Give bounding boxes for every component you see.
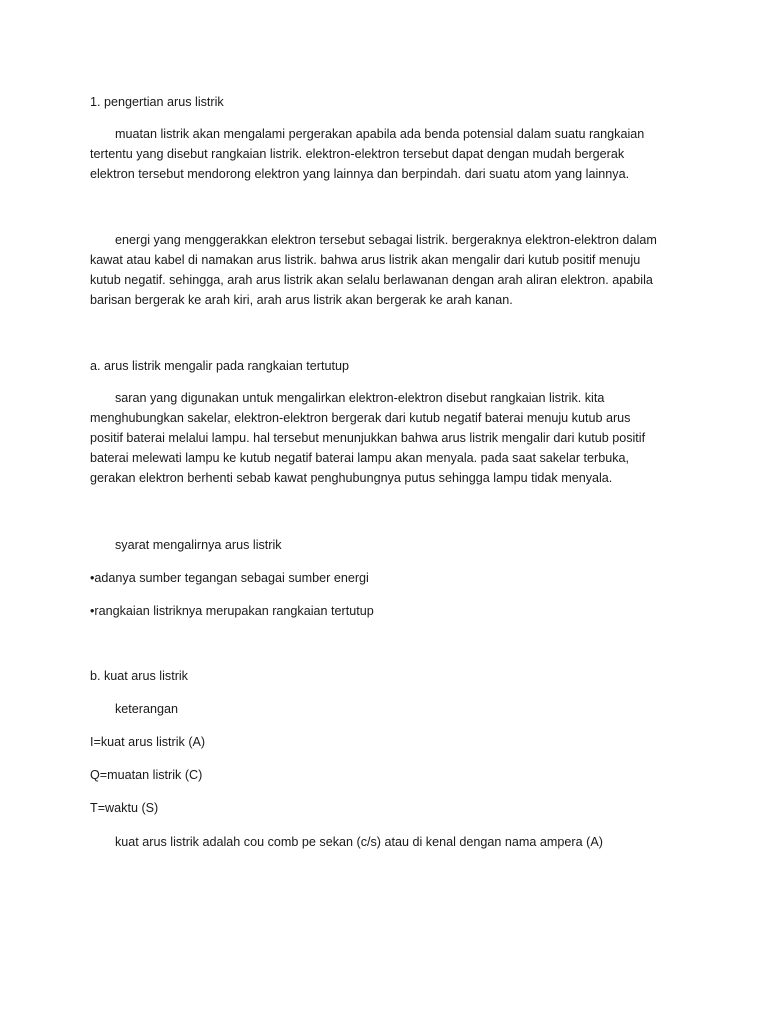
paragraph-line: elektron tersebut mendorong elektron yang lainnya dan berpindah. dari suatu atom yang lainnya.: [90, 167, 630, 181]
definition-charge: Q=muatan listrik (C): [90, 768, 203, 782]
paragraph-ampere: kuat arus listrik adalah cou comb pe sekan (c/s) atau di kenal dengan nama ampera (A): [115, 835, 603, 849]
paragraph-line: energi yang menggerakkan elektron tersebut sebagai listrik. bergeraknya elektron-elektron dalam: [115, 233, 657, 247]
paragraph-line: barisan bergerak ke arah kiri, arah arus listrik akan bergerak ke arah kanan.: [90, 293, 513, 307]
paragraph-line: kawat atau kabel di namakan arus listrik. bahwa arus listrik akan mengalir dari kutub positif menuju: [90, 253, 641, 267]
heading-pengertian: 1. pengertian arus listrik: [90, 95, 224, 109]
heading-rangkaian-tertutup: a. arus listrik mengalir pada rangkaian tertutup: [90, 359, 350, 373]
paragraph-line: kutub negatif. sehingga, arah arus listrik akan selalu berlawanan dengan arah aliran elektron. apabila: [90, 273, 653, 287]
paragraph-saran: [90, 388, 680, 488]
syarat-heading: syarat mengalirnya arus listrik: [115, 538, 282, 552]
paragraph-line: saran yang digunakan untuk mengalirkan elektron-elektron disebut rangkaian listrik. kita: [115, 391, 605, 405]
paragraph-line: baterai melewati lampu ke kutub negatif baterai lampu akan menyala. pada saat sakelar terbuka,: [90, 451, 630, 465]
keterangan-label: keterangan: [115, 702, 179, 716]
bullet-item: •rangkaian listriknya merupakan rangkaian tertutup: [90, 604, 374, 618]
paragraph-line: muatan listrik akan mengalami pergerakan apabila ada benda potensial dalam suatu rangkaian: [115, 127, 645, 141]
paragraph-line: menghubungkan sakelar, elektron-elektron bergerak dari kutub negatif baterai menuju kutub arus: [90, 411, 631, 425]
paragraph-energi: [90, 230, 680, 310]
paragraph-muatan: [90, 124, 680, 184]
paragraph-line: gerakan elektron berhenti sebab kawat penghubungnya putus sehingga lampu tidak menyala.: [90, 471, 613, 485]
paragraph-line: tertentu yang disebut rangkaian listrik. elektron-elektron tersebut dapat dengan mudah bergerak: [90, 147, 625, 161]
heading-kuat-arus: b. kuat arus listrik: [90, 669, 188, 683]
definition-current: I=kuat arus listrik (A): [90, 735, 206, 749]
bullet-item: •adanya sumber tegangan sebagai sumber energi: [90, 571, 369, 585]
definition-time: T=waktu (S): [90, 801, 159, 815]
paragraph-line: positif baterai melalui lampu. hal tersebut menunjukkan bahwa arus listrik mengalir dari kutub positif: [90, 431, 646, 445]
